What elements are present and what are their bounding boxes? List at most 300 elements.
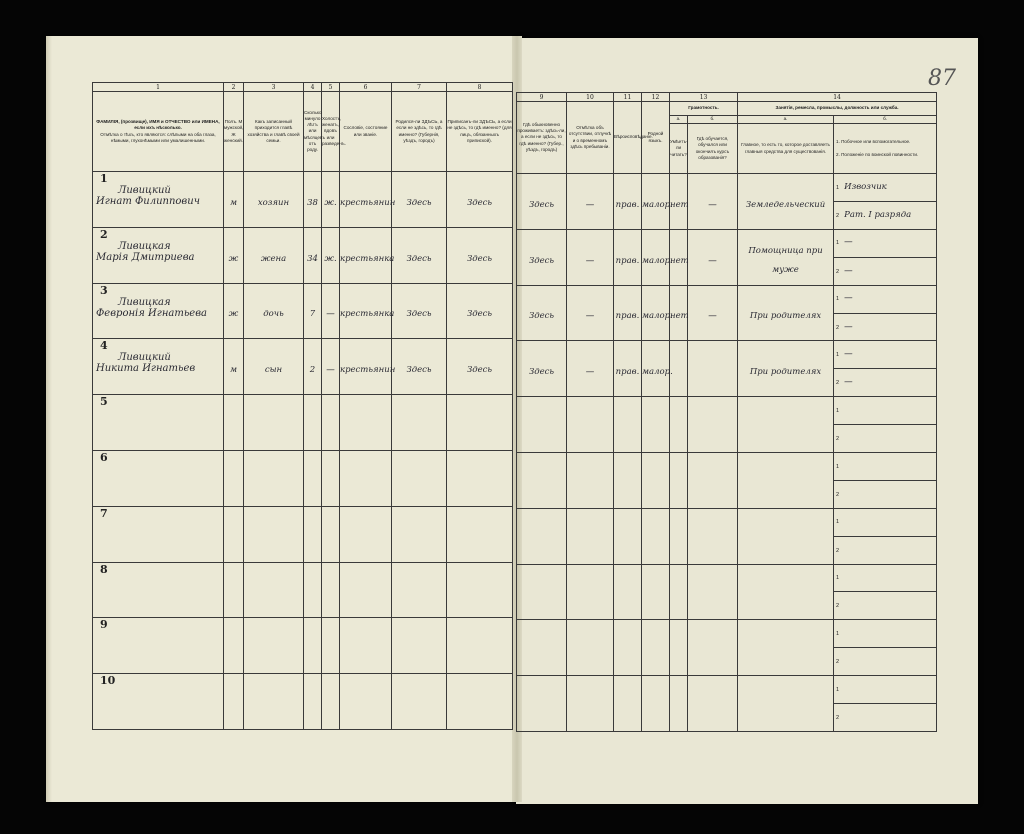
value-literate: нет [670,311,689,322]
value-occupation: При родителях [749,311,822,322]
header-registered: Приписанъ-ли ЗДѢСЬ, а если не здѣсь, то гдѣ именно? (для лицъ, обязанныхъ припиской). [447,92,513,172]
line-number-2: 2 [836,380,840,387]
line-number-1: 1 [836,519,840,526]
side-line-2 [834,314,936,341]
colnum-1: 1 [93,83,224,92]
cell-estate [340,450,392,506]
cell-side-occupation [834,174,937,230]
cell-education [688,452,738,508]
value-registered: Здесь [466,197,493,208]
value-age: 7 [309,309,316,320]
table-row [517,564,937,620]
side-line-2 [834,258,936,285]
cell-absence [567,285,614,341]
header-absence: Отмѣтка объ отсутствии, отлучкѣ и о временномъ здѣсь пребываніи. [567,102,614,174]
given-name: Марія Дмитриева [96,251,195,263]
cell-sex [224,562,244,618]
cell-literate [670,508,688,564]
cell-registered [447,674,513,730]
value-resides: Здесь [528,311,555,322]
cell-religion [614,397,642,453]
cell-relation [244,172,304,228]
cell-resides [517,452,567,508]
cell-language [642,620,670,676]
cell-born [392,450,447,506]
line-number-2: 2 [836,659,840,666]
colnum-3: 3 [244,83,304,92]
line-number-2: 2 [836,603,840,610]
cell-estate [340,227,395,283]
cell-estate [340,172,396,228]
cell-occupation [738,620,834,676]
value-registered: Здесь [466,253,493,264]
cell-religion [614,452,642,508]
value-resides: Здесь [528,199,555,210]
side-line-2 [834,425,936,452]
value-side1: — [844,348,853,359]
side-line-1 [834,508,936,536]
line-number-2: 2 [836,268,840,275]
cell-estate [340,618,392,674]
value-occupation: При родителях [749,367,822,378]
cell-absence [567,508,614,564]
cell-side-occupation [834,564,937,620]
cell-language [642,508,670,564]
value-side2: — [844,265,853,276]
given-name: Никита Игнатьев [96,363,196,375]
side-line-1 [834,676,936,704]
value-language: малор. [642,367,673,378]
cell-resides [517,564,567,620]
line-number-1: 1 [836,575,840,582]
line-number-2: 2 [836,491,840,498]
value-age: 34 [307,253,318,264]
cell-estate [340,562,392,618]
side-line-1 [834,229,936,257]
cell-side-occupation [834,620,937,676]
table-row [93,227,513,283]
header-religion: Вѣроисповѣданіе. [614,102,642,174]
side-line-1 [834,397,936,425]
cell-literate [670,229,688,285]
line-number-2: 2 [836,436,840,443]
cell-language [642,174,673,230]
side-line-2 [834,537,936,564]
cell-resides [517,341,567,397]
cell-relation [244,618,304,674]
header-main-occupation: Главное, то есть то, которое доставляетъ главныя средства для существованія. [738,124,834,174]
value-education: — [708,255,717,266]
cell-registered [447,227,513,283]
cell-literate [670,452,688,508]
header-literacy-a-label: а. [670,116,688,124]
line-number-1: 1 [836,630,840,637]
cell-occupation [738,341,834,397]
cell-resides [517,229,567,285]
cell-sex [224,450,244,506]
side-line-2 [834,202,936,229]
value-age: 2 [309,365,316,376]
cell-resides [517,174,567,230]
cell-language [642,564,670,620]
cell-relation [244,227,304,283]
cell-age [304,395,322,451]
header-education: Гдѣ обучается, обучался или окончилъ курсъ образованія? [688,124,738,174]
cell-resides [517,397,567,453]
header-occupation-b-label: б. [834,116,937,124]
value-born: Здесь [406,309,432,320]
cell-education [688,508,738,564]
header-sex: Полъ. М мужской, Ж женский. [224,92,244,172]
side-line-2 [834,369,936,396]
cell-name [93,172,224,228]
value-religion: прав. [615,311,640,322]
cell-education [688,229,738,285]
table-row [93,674,513,730]
cell-relation [244,283,304,339]
cell-estate [340,339,396,395]
cell-side-occupation [834,397,937,453]
value-born: Здесь [406,197,432,208]
value-marital: — [326,309,335,320]
value-relation: сын [264,365,283,376]
row-number: 8 [100,562,108,576]
value-education: — [708,311,717,322]
cell-sex [224,395,244,451]
header-estate: Сословіе, состояние или званіе. [340,92,392,172]
table-row [517,174,937,230]
cell-marital [322,283,340,339]
value-age: 38 [307,197,318,208]
cell-born [392,339,447,395]
surname: Ливицкая [118,240,171,252]
header-literate: Умѣетъ-ли читать? [670,124,688,174]
cell-absence [567,229,614,285]
value-education: — [708,199,717,210]
cell-language [642,397,670,453]
value-marital: ж. [324,253,337,264]
cell-name [93,618,224,674]
value-born: Здесь [406,253,432,264]
line-number-1: 1 [836,407,840,414]
cell-occupation [738,174,834,230]
cell-side-occupation [834,508,937,564]
cell-name [93,395,224,451]
value-religion: прав. [615,199,640,210]
value-estate: крестьянин [340,197,396,208]
cell-education [688,620,738,676]
line-number-1: 1 [836,184,840,191]
header-side-occupation: 1. Побочное или вспомогательное. 2. Положеніе по воинской повинности. [834,124,937,174]
cell-religion [614,676,642,732]
cell-language [642,676,670,732]
cell-relation [244,562,304,618]
cell-religion [614,229,642,285]
value-relation: хозяин [257,197,290,208]
table-row [517,508,937,564]
book-edge [46,36,52,802]
cell-born [392,506,447,562]
cell-religion [614,341,642,397]
cell-relation [244,339,304,395]
side-line-1 [834,453,936,481]
cell-occupation [738,564,834,620]
row-number: 6 [100,450,108,464]
cell-estate [340,395,392,451]
header-occupation-a-label: а. [738,116,834,124]
header-literacy-b-label: б. [688,116,738,124]
value-religion: прав. [615,367,640,378]
colnum-9: 9 [517,93,567,102]
value-absence: — [585,367,595,378]
value-estate: крестьянка [340,309,395,320]
cell-absence [567,620,614,676]
cell-estate [340,283,395,339]
page-number: 87 [928,66,956,91]
row-number: 5 [100,395,108,409]
value-resides: Здесь [528,367,555,378]
cell-language [642,452,670,508]
value-side1: — [844,237,853,248]
cell-name [93,562,224,618]
table-row [93,395,513,451]
value-absence: — [585,311,595,322]
cell-name [93,283,224,339]
cell-absence [567,676,614,732]
cell-registered [447,618,513,674]
cell-name [93,506,224,562]
cell-marital [322,450,340,506]
value-language: малор. [642,255,673,266]
cell-literate [670,564,688,620]
cell-age [304,506,322,562]
table-row [93,618,513,674]
row-number: 10 [100,674,116,688]
cell-born [392,227,447,283]
cell-age [304,450,322,506]
surname: Ливицкий [118,352,171,364]
table-row [517,285,937,341]
value-marital: ж. [324,197,337,208]
header-marital: Холостъ, женатъ, вдовъ или разведенъ. [322,92,340,172]
colnum-7: 7 [392,83,447,92]
cell-marital [322,618,340,674]
given-name: Игнат Филиппович [96,196,200,207]
value-side1: — [844,293,853,304]
cell-born [392,283,447,339]
cell-sex [224,618,244,674]
cell-absence [567,341,614,397]
cell-registered [447,506,513,562]
surname: Ливицкий [118,185,171,196]
cell-education [688,564,738,620]
table-row [93,339,513,395]
row-number: 3 [100,283,108,297]
cell-name [93,339,224,395]
side-line-2 [834,648,936,675]
header-age: Сколько минуло лѣтъ или мѣсяцевъ отъ роду. [304,92,322,172]
cell-religion [614,285,642,341]
cell-side-occupation [834,285,937,341]
cell-occupation [738,508,834,564]
header-relation: Какъ записанный приходится главѣ хозяйства и главѣ своей семьи. [244,92,304,172]
row-number: 1 [100,172,108,185]
cell-name [93,450,224,506]
cell-relation [244,450,304,506]
table-row [517,397,937,453]
cell-absence [567,452,614,508]
colnum-5: 5 [322,83,340,92]
cell-age [304,674,322,730]
value-relation: дочь [263,309,284,320]
cell-education [688,341,738,397]
header-born: Родился-ли ЗДѢСЬ, а если не здѣсь, то гдѣ именно? (Губернія, уѣздъ, городъ) [392,92,447,172]
cell-side-occupation [834,676,937,732]
row-number: 4 [100,339,108,353]
value-occupation: Помощница при муже [748,246,823,276]
cell-marital [322,172,340,228]
cell-age [304,562,322,618]
line-number-1: 1 [836,463,840,470]
value-literate: нет [670,255,689,266]
cell-born [392,172,447,228]
cell-occupation [738,397,834,453]
table-row [93,562,513,618]
value-side1: Извозчик [844,181,887,192]
cell-marital [322,506,340,562]
table-row [517,620,937,676]
cell-education [688,174,738,230]
cell-education [688,285,738,341]
header-language: Родной языкъ. [642,102,670,174]
cell-born [392,618,447,674]
value-religion: прав. [615,255,640,266]
given-name: Февронія Игнатьева [96,307,207,319]
line-number-1: 1 [836,296,840,303]
cell-relation [244,395,304,451]
cell-relation [244,674,304,730]
table-row [517,676,937,732]
colnum-13: 13 [670,93,738,102]
cell-registered [447,450,513,506]
cell-occupation [738,452,834,508]
cell-religion [614,620,642,676]
census-table-right [516,92,937,732]
side-line-1 [834,564,936,592]
value-language: малор. [642,311,673,322]
cell-marital [322,562,340,618]
cell-born [392,562,447,618]
header-occupation: Занятія, ремесла, промыслы, должность или служба. [738,102,937,116]
cell-estate [340,674,392,730]
side-line-2 [834,592,936,619]
row-number: 2 [100,227,108,241]
surname: Ливицкая [118,296,171,308]
cell-registered [447,339,513,395]
cell-marital [322,395,340,451]
cell-sex [224,227,244,283]
value-born: Здесь [406,365,432,376]
cell-age [304,283,322,339]
cell-language [642,341,673,397]
cell-religion [614,174,642,230]
value-registered: Здесь [466,309,493,320]
table-row [93,506,513,562]
value-language: малор. [642,199,673,210]
table-row [93,172,513,228]
cell-sex [224,506,244,562]
table-row [517,229,937,285]
cell-age [304,227,322,283]
cell-literate [670,397,688,453]
cell-religion [614,564,642,620]
cell-marital [322,339,340,395]
header-literacy: Грамотность. [670,102,738,116]
cell-side-occupation [834,341,937,397]
value-estate: крестьянка [340,253,395,264]
value-side2: Рат. I разряда [844,209,912,220]
cell-literate [670,285,688,341]
value-sex: м [229,197,238,208]
line-number-1: 1 [836,351,840,358]
cell-resides [517,676,567,732]
value-side2: — [844,321,853,332]
colnum-4: 4 [304,83,322,92]
cell-literate [670,174,688,230]
cell-sex [224,339,244,395]
cell-sex [224,172,244,228]
cell-religion [614,508,642,564]
side-line-2 [834,481,936,508]
side-line-1 [834,620,936,648]
row-number: 9 [100,618,108,632]
cell-marital [322,674,340,730]
colnum-12: 12 [642,93,670,102]
cell-registered [447,172,513,228]
value-resides: Здесь [528,255,555,266]
cell-name [93,227,224,283]
value-estate: крестьянин [340,365,396,376]
colnum-8: 8 [447,83,513,92]
cell-age [304,172,322,228]
cell-occupation [738,676,834,732]
colnum-14: 14 [738,93,937,102]
cell-registered [447,395,513,451]
cell-occupation [738,229,834,285]
cell-sex [224,674,244,730]
value-relation: жена [260,253,287,264]
colnum-11: 11 [614,93,642,102]
colnum-10: 10 [567,93,614,102]
cell-age [304,339,322,395]
line-number-2: 2 [836,715,840,722]
line-number-1: 1 [836,240,840,247]
cell-resides [517,285,567,341]
side-line-1 [834,285,936,313]
cell-born [392,674,447,730]
value-absence: — [585,255,595,266]
side-line-2 [834,704,936,731]
value-literate: нет [670,199,689,210]
cell-born [392,395,447,451]
cell-literate [670,620,688,676]
table-row [517,452,937,508]
cell-education [688,397,738,453]
value-marital: — [326,365,335,376]
cell-name [93,674,224,730]
cell-marital [322,227,340,283]
cell-absence [567,397,614,453]
